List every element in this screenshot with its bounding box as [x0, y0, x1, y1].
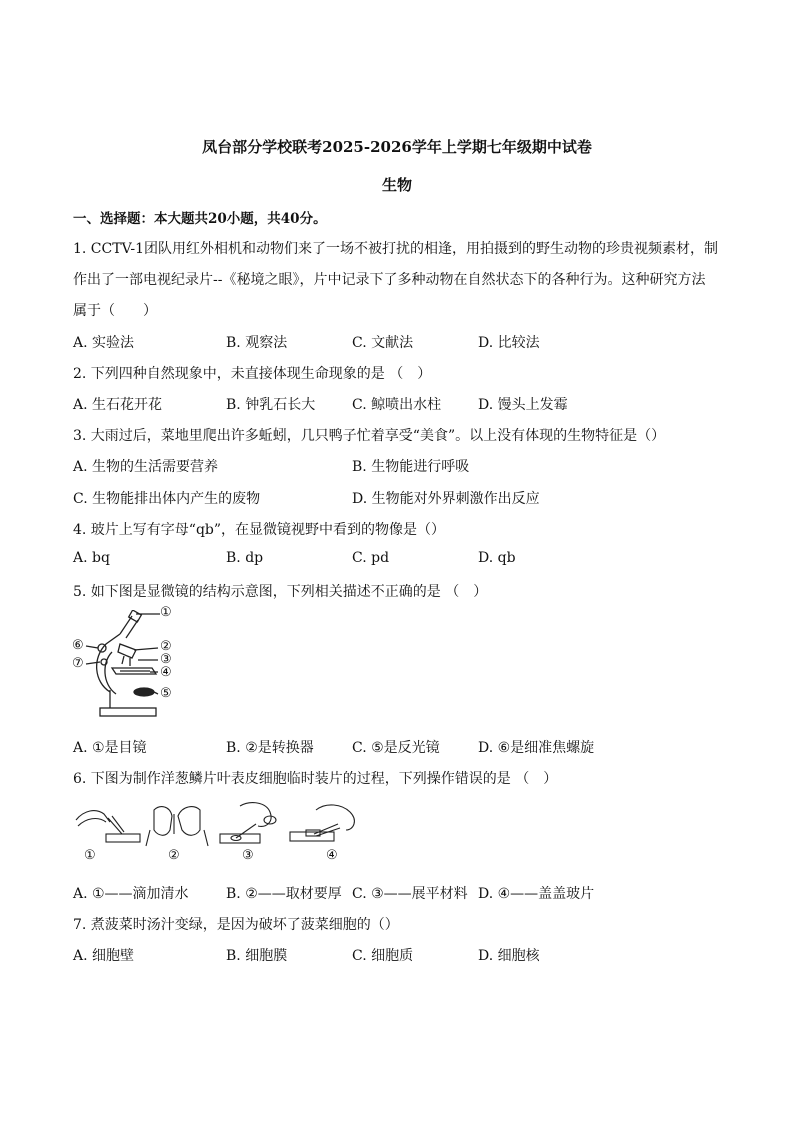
q3-option-b[interactable]: B. 生物能进行呼吸 — [352, 459, 470, 475]
q4-stem: 4. 玻片上写有字母“qb”，在显微镜视野中看到的物像是（） — [73, 522, 446, 538]
q7-stem: 7. 煮菠菜时汤汁变绿，是因为破坏了菠菜细胞的（） — [73, 917, 399, 933]
q2-stem: 2. 下列四种自然现象中，未直接体现生命现象的是 （ ） — [73, 366, 432, 382]
step-1-drawing — [76, 811, 140, 842]
q6-option-c[interactable]: C. ③——展平材料 — [352, 886, 468, 902]
q6-option-d[interactable]: D. ④——盖盖玻片 — [478, 886, 595, 902]
q7-option-d[interactable]: D. 细胞核 — [478, 948, 540, 964]
q5-option-d[interactable]: D. ⑥是细准焦螺旋 — [478, 740, 595, 756]
step-label-1: ① — [84, 848, 96, 863]
nosepiece — [118, 644, 136, 658]
step-label-4: ④ — [326, 848, 338, 863]
eyepiece — [129, 610, 142, 622]
q2-option-d[interactable]: D. 馒头上发霉 — [478, 397, 568, 413]
q4-option-b[interactable]: B. dp — [226, 550, 264, 566]
q6-option-b[interactable]: B. ②——取材要厚 — [226, 886, 342, 902]
q5-option-b[interactable]: B. ②是转换器 — [226, 740, 314, 756]
microscope-base — [100, 708, 156, 716]
q4-option-d[interactable]: D. qb — [478, 550, 516, 566]
step-label-3: ③ — [242, 848, 254, 863]
q5-option-a[interactable]: A. ①是目镜 — [73, 740, 147, 756]
q6-stem: 6. 下图为制作洋葱鳞片叶表皮细胞临时装片的过程，下列操作错误的是 （ ） — [73, 771, 558, 787]
step-4-drawing — [290, 805, 354, 841]
microscope-label-3: ③ — [160, 652, 172, 667]
q1-stem-line-1: 1. CCTV-1团队用红外相机和动物们来了一场不被打扰的相逢，用拍摄到的野生动物的珍贵视频素材，制 — [73, 241, 719, 257]
slide-preparation-figure — [70, 800, 370, 870]
q6-option-a[interactable]: A. ①——滴加清水 — [73, 886, 189, 902]
q1-stem-line-3: 属于（ ） — [73, 303, 157, 319]
q1-option-a[interactable]: A. 实验法 — [73, 335, 135, 351]
microscope-label-4: ④ — [160, 665, 172, 680]
q7-option-a[interactable]: A. 细胞壁 — [73, 948, 135, 964]
microscope-label-5: ⑤ — [160, 686, 172, 701]
q2-option-c[interactable]: C. 鲸喷出水柱 — [352, 397, 442, 413]
microscope-arm — [97, 634, 120, 692]
q7-option-c[interactable]: C. 细胞质 — [352, 948, 414, 964]
q3-stem: 3. 大雨过后，菜地里爬出许多蚯蚓，几只鸭子忙着享受“美食”。以上没有体现的生物特征是（） — [73, 428, 666, 444]
step-label-2: ② — [168, 848, 180, 863]
q3-option-a[interactable]: A. 生物的生活需要营养 — [73, 459, 219, 475]
q3-option-d[interactable]: D. 生物能对外界刺激作出反应 — [352, 491, 540, 507]
q5-stem: 5. 如下图是显微镜的结构示意图，下列相关描述不正确的是 （ ） — [73, 584, 488, 600]
q5-option-c[interactable]: C. ⑤是反光镜 — [352, 740, 440, 756]
step-2-drawing — [146, 807, 208, 846]
section-heading: 一、选择题：本大题共20小题，共40分。 — [73, 211, 327, 227]
q3-option-c[interactable]: C. 生物能排出体内产生的废物 — [73, 491, 261, 507]
q4-option-c[interactable]: C. pd — [352, 550, 390, 566]
exam-title: 凤台部分学校联考2025-2026学年上学期七年级期中试卷 — [202, 138, 592, 156]
step-3-drawing — [220, 803, 276, 843]
q1-option-d[interactable]: D. 比较法 — [478, 335, 540, 351]
q1-option-c[interactable]: C. 文献法 — [352, 335, 414, 351]
microscope-label-7: ⑦ — [72, 656, 84, 671]
slide-steps-diagram — [70, 800, 370, 848]
microscope-figure — [72, 605, 184, 722]
mirror — [134, 688, 154, 696]
q7-option-b[interactable]: B. 细胞膜 — [226, 948, 288, 964]
q2-option-b[interactable]: B. 钟乳石长大 — [226, 397, 316, 413]
microscope-label-6: ⑥ — [72, 638, 84, 653]
q1-stem-line-2: 作出了一部电视纪录片--《秘境之眼》，片中记录下了多种动物在自然状态下的各种行为。这种研究方法 — [73, 272, 706, 288]
exam-subject: 生物 — [381, 176, 412, 194]
q1-option-b[interactable]: B. 观察法 — [226, 335, 288, 351]
microscope-label-2: ② — [160, 639, 172, 654]
microscope-label-1: ① — [160, 605, 172, 620]
q4-option-a[interactable]: A. bq — [73, 550, 110, 566]
q2-option-a[interactable]: A. 生石花开花 — [73, 397, 163, 413]
